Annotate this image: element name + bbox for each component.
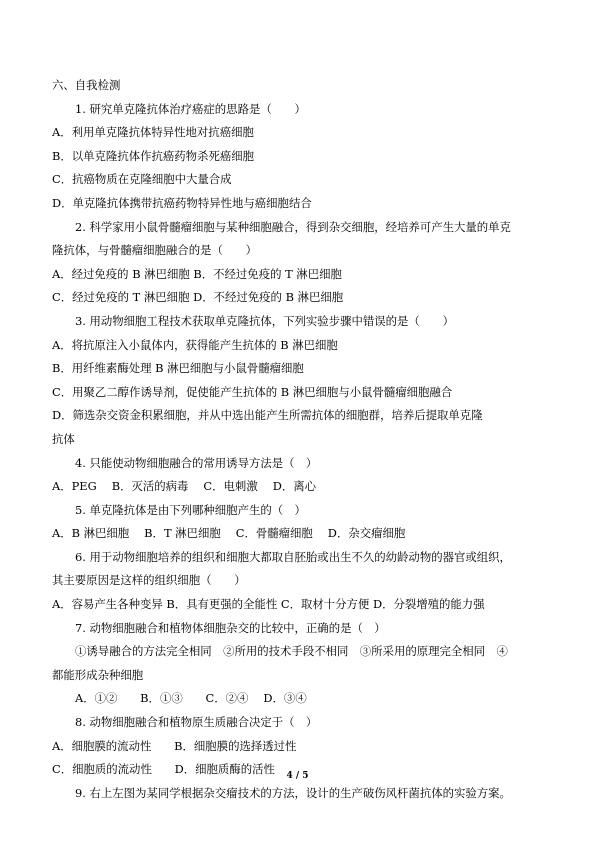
question-3-option-c: C．用聚乙二醇作诱导剂，促使能产生抗体的 B 淋巴细胞与小鼠骨髓瘤细胞融合 — [52, 384, 453, 399]
question-6-options: A．容易产生各种变异 B．具有更强的全能性 C．取材十分方便 D．分裂增殖的能力强 — [52, 597, 485, 612]
question-8-stem: 8. 动物细胞融合和植物原生质融合决定于（ ） — [75, 715, 318, 730]
question-1-option-b: B．以单克隆抗体作抗癌药物杀死癌细胞 — [52, 148, 255, 163]
question-5-options: A．B 淋巴细胞 B．T 淋巴细胞 C．骨髓瘤细胞 D．杂交瘤细胞 — [52, 526, 406, 541]
question-2-options-ab: A．经过免疫的 B 淋巴细胞 B．不经过免疫的 T 淋巴细胞 — [52, 266, 342, 281]
page-number: 4 / 5 — [286, 771, 309, 781]
question-3-option-d-cont: 抗体 — [52, 431, 75, 446]
question-7-statements: ①诱导融合的方法完全相同 ②所用的技术手段不相同 ③所采用的原理完全相同 ④ — [75, 644, 508, 659]
question-6-stem-line-2: 其主要原因是这样的组织细胞（ ） — [52, 573, 246, 588]
question-3-option-a: A．将抗原注入小鼠体内，获得能产生抗体的 B 淋巴细胞 — [52, 337, 338, 352]
question-8-options-cd: C．细胞质的流动性 D．细胞质酶的活性 — [52, 762, 275, 777]
question-6-stem-line-1: 6. 用于动物细胞培养的组织和细胞大都取自胚胎或出生不久的幼龄动物的器官或组织， — [75, 549, 511, 564]
exercise-content — [52, 74, 544, 805]
question-1-option-d: D．单克隆抗体携带抗癌药物特异性地与癌细胞结合 — [52, 195, 312, 210]
question-2-stem-line-2: 隆抗体，与骨髓瘤细胞融合的是（ ） — [52, 243, 258, 258]
question-1-stem: 1. 研究单克隆抗体治疗癌症的思路是（ ） — [75, 101, 306, 116]
question-4-options: A．PEG B．灭活的病毒 C．电刺激 D．离心 — [52, 479, 317, 494]
question-3-stem: 3. 用动物细胞工程技术获取单克隆抗体，下列实验步骤中错误的是（ ） — [75, 313, 454, 328]
question-7-stem: 7. 动物细胞融合和植物体细胞杂交的比较中，正确的是（ ） — [75, 620, 386, 635]
question-5-stem: 5. 单克隆抗体是由下列哪种细胞产生的（ ） — [75, 502, 306, 517]
question-1-option-a: A．利用单克隆抗体特异性地对抗癌细胞 — [52, 125, 254, 140]
question-8-options-ab: A．细胞膜的流动性 B．细胞膜的选择透过性 — [52, 738, 297, 753]
question-7-statements-cont: 都能形成杂种细胞 — [52, 667, 144, 682]
question-2-stem-line-1: 2. 科学家用小鼠骨髓瘤细胞与某种细胞融合，得到杂交细胞，经培养可产生大量的单克 — [75, 219, 511, 234]
question-4-stem: 4. 只能使动物细胞融合的常用诱导方法是（ ） — [75, 455, 318, 470]
question-7-options: A．①② B．①③ C．②④ D．③④ — [75, 691, 307, 706]
question-2-options-cd: C．经过免疫的 T 淋巴细胞 D．不经过免疫的 B 淋巴细胞 — [52, 290, 344, 305]
question-3-option-b: B．用纤维素酶处理 B 淋巴细胞与小鼠骨髓瘤细胞 — [52, 361, 304, 376]
section-title: 六、自我检测 — [52, 78, 121, 92]
question-1-option-c: C．抗癌物质在克隆细胞中大量合成 — [52, 172, 232, 187]
question-9-stem: 9. 右上左图为某同学根据杂交瘤技术的方法，设计的生产破伤风杆菌抗体的实验方案。 — [75, 785, 511, 800]
question-3-option-d: D．筛选杂交资金积累细胞，并从中选出能产生所需抗体的细胞群，培养后提取单克隆 — [52, 408, 483, 423]
